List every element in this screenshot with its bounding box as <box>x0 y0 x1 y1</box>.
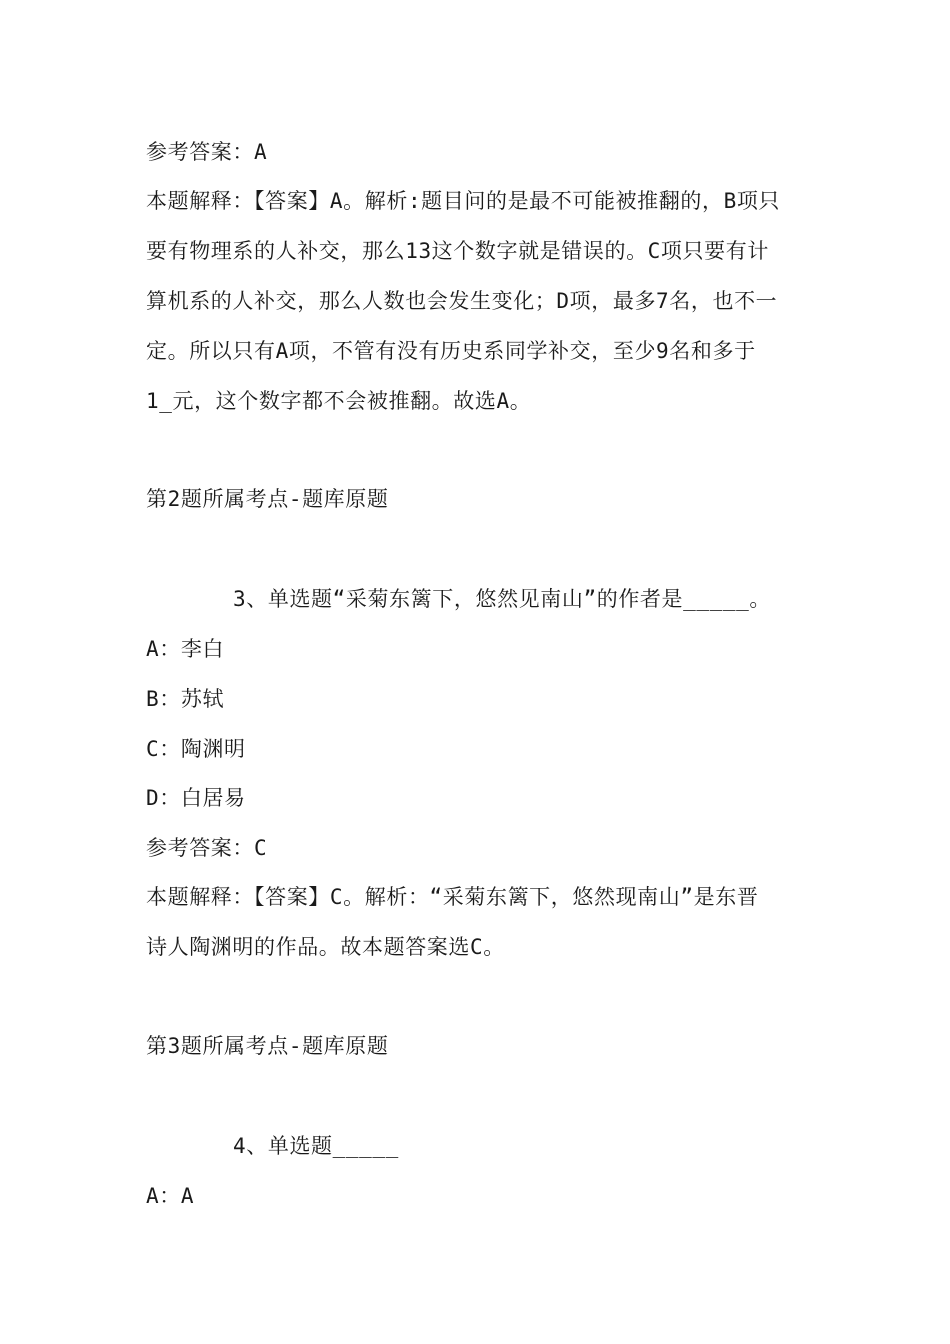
q3-option-b: B：苏轼 <box>146 687 225 711</box>
q2-explanation-line-1: 本题解释：【答案】A。解析:题目问的是最不可能被推翻的，B项只 <box>146 189 781 213</box>
q3-option-c: C：陶渊明 <box>146 737 246 761</box>
q3-question: 3、单选题“采菊东篱下，悠然见南山”的作者是_____。 <box>233 587 771 611</box>
q2-explanation-line-4: 定。所以只有A项，不管有没有历史系同学补交，至少9名和多于 <box>146 339 756 363</box>
q3-answer: 参考答案：C <box>146 836 268 860</box>
q2-explanation-line-2: 要有物理系的人补交，那么13这个数字就是错误的。C项只要有计 <box>146 239 769 263</box>
q2-answer: 参考答案：A <box>146 140 268 164</box>
q3-explanation-line-1: 本题解释：【答案】C。解析：“采菊东篱下，悠然现南山”是东晋 <box>146 885 759 909</box>
q4-question: 4、单选题_____ <box>233 1134 399 1158</box>
q3-option-d: D：白居易 <box>146 786 246 810</box>
q2-explanation-line-3: 算机系的人补交，那么人数也会发生变化；D项，最多7名，也不一 <box>146 289 778 313</box>
q3-option-a: A：李白 <box>146 637 225 661</box>
q3-explanation-line-2: 诗人陶渊明的作品。故本题答案选C。 <box>146 935 505 959</box>
q3-topic: 第3题所属考点-题库原题 <box>146 1034 389 1058</box>
q2-topic: 第2题所属考点-题库原题 <box>146 487 389 511</box>
q2-explanation-line-5: 1_元，这个数字都不会被推翻。故选A。 <box>146 389 532 413</box>
q4-option-a: A：A <box>146 1184 195 1208</box>
